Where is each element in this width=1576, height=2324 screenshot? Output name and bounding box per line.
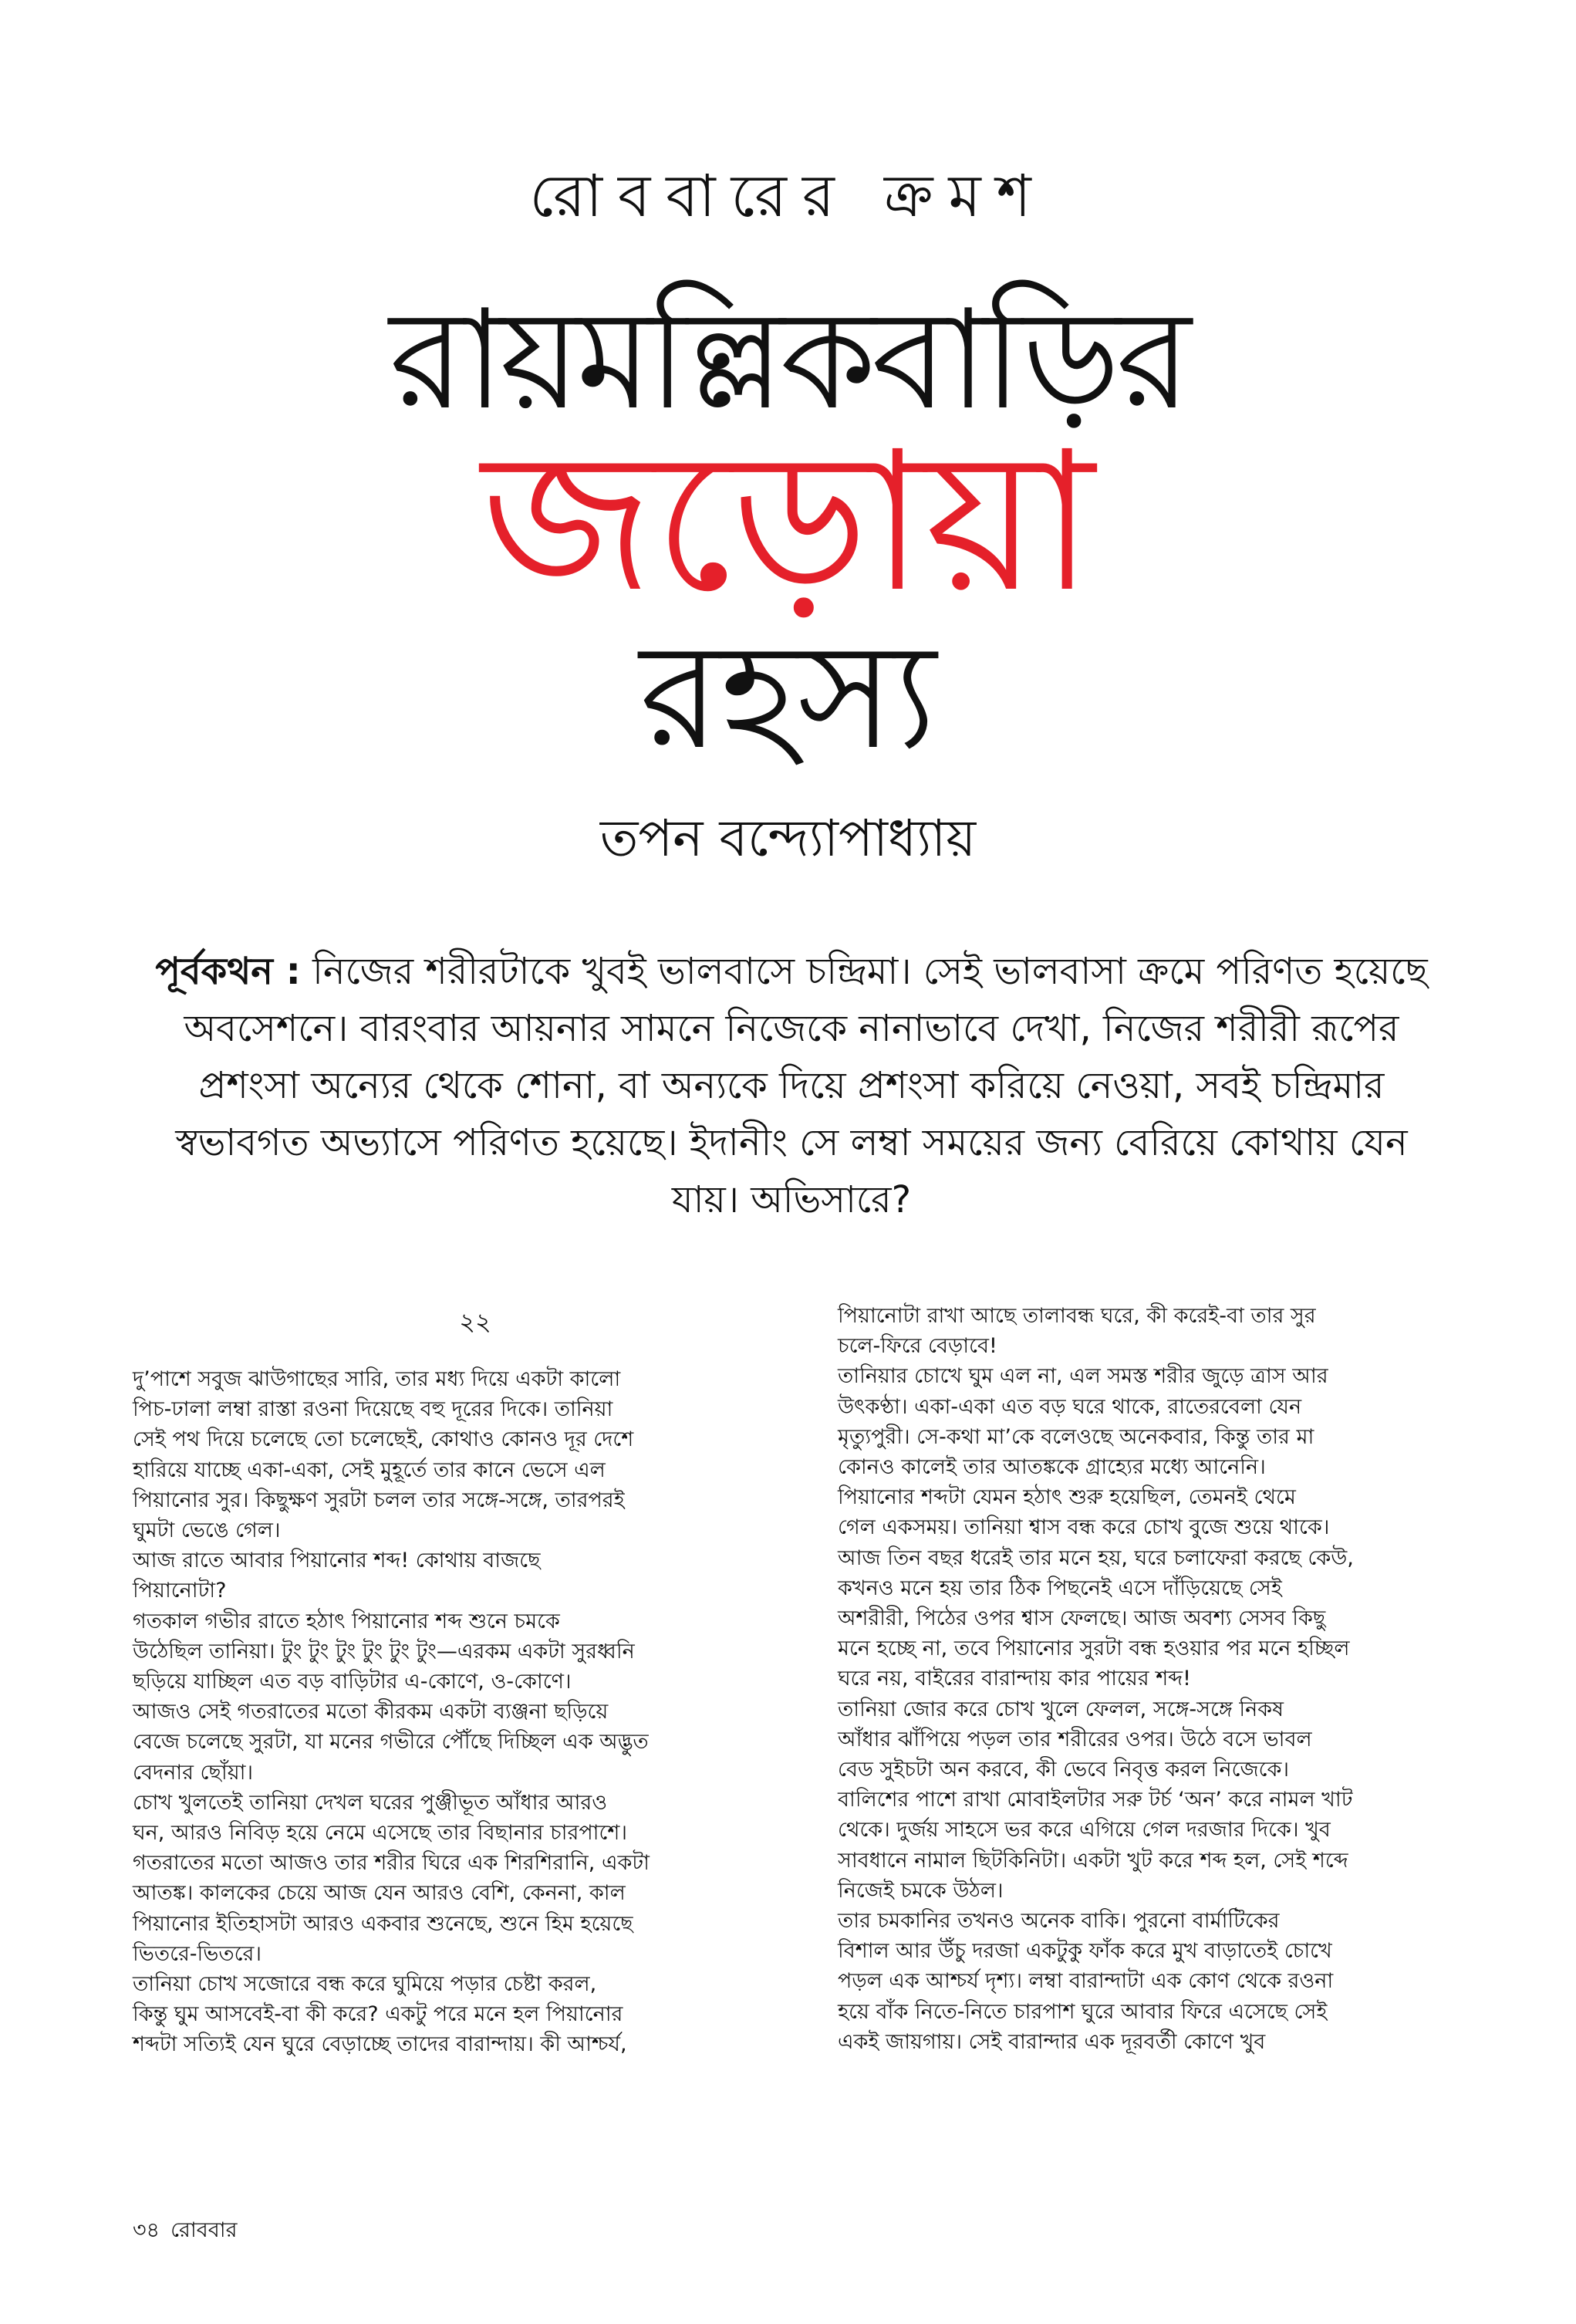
body-text-line: শব্দটা সত্যিই যেন ঘুরে বেড়াচ্ছে তাদের বারান্দায়। কী আশ্চর্য, <box>133 2032 627 2057</box>
title-line-1: রায়মল্লিকবাড়ির <box>389 280 1187 440</box>
body-text-line: বেড সুইচটা অন করবে, কী ভেবে নিবৃত্ত করল নিজেকে। <box>838 1758 1290 1782</box>
body-text-line: সেই পথ দিয়ে চলেছে তো চলেছেই, কোথাও কোনও দূর দেশে <box>133 1427 634 1452</box>
story-column-left <box>133 1364 818 2060</box>
body-text-line: বালিশের পাশে রাখা মোবাইলটার সরু টর্চ ‘অন’ করে নামল খাট <box>838 1788 1353 1812</box>
body-text-line: অশরীরী, পিঠের ওপর শ্বাস ফেলছে। আজ অবশ্য সেসব কিছু <box>838 1606 1326 1631</box>
body-text-line: একই জায়গায়। সেই বারান্দার এক দূরবর্তী কোণে খুব <box>838 2029 1266 2054</box>
body-text-line: বিশাল আর উঁচু দরজা একটুকু ফাঁক করে মুখ বাড়াতেই চোখে <box>838 1939 1332 1964</box>
page-folio <box>133 2214 248 2249</box>
body-text-line: গতকাল গভীর রাতে হঠাৎ পিয়ানোর শব্দ শুনে চমকে <box>133 1609 560 1633</box>
body-text-line: হারিয়ে যাচ্ছে একা-একা, সেই মুহূর্তে তার কানে ভেসে এল <box>133 1458 606 1482</box>
body-text-line: মনে হচ্ছে না, তবে পিয়ানোর সুরটা বন্ধ হওয়ার পর মনে হচ্ছিল <box>838 1637 1350 1661</box>
synopsis-label: পূর্বকথন : <box>155 950 301 993</box>
body-text-line: গেল একসময়। তানিয়া শ্বাস বন্ধ করে চোখ বুজে শুয়ে থাকে। <box>838 1515 1330 1540</box>
body-text-line: বেজে চলেছে সুরটা, যা মনের গভীরে পৌঁছে দিচ্ছিল এক অদ্ভুত <box>133 1730 649 1755</box>
body-text-line: আঁধার ঝাঁপিয়ে পড়ল তার শরীরের ওপর। উঠে বসে ভাবল <box>838 1727 1312 1751</box>
body-text-line: থেকে। দুর্জয় সাহসে ভর করে এগিয়ে গেল দরজার দিকে। খুব <box>838 1818 1331 1843</box>
synopsis <box>151 943 1432 1228</box>
body-text-line: পিয়ানোটা রাখা আছে তালাবন্ধ ঘরে, কী করেই-বা তার সুর <box>838 1304 1316 1328</box>
body-text-line: উঠেছিল তানিয়া। টুং টুং টুং টুং টুং টুং—এরকম একটা সুরধ্বনি <box>133 1639 635 1664</box>
body-text-line: ছড়িয়ে যাচ্ছিল এত বড় বাড়িটার এ-কোণে, ও-কোণে। <box>133 1670 572 1694</box>
author-name: তপন বন্দ্যোপাধ্যায় <box>599 809 977 868</box>
body-text-line: চলে-ফিরে বেড়াবে! <box>838 1334 997 1359</box>
body-text-line: কিন্তু ঘুম আসবেই-বা কী করে? একটু পরে মনে হল পিয়ানোর <box>133 2002 623 2027</box>
synopsis-text: নিজের শরীরটাকে খুবই ভালবাসে চন্দ্রিমা। সেই ভালবাসা ক্রমে পরিণত হয়েছে অবসেশনে। বারংবার আয়নার সামনে নিজেকে নানাভাবে দেখা, নিজের শরীরী রূপের প্রশংসা অন্যের থেকে শোনা, বা অন্যকে দিয়ে প্রশংসা করিয়ে নেওয়া, সবই চন্দ্রিমার স্বভাবগত অভ্যাসে পরিণত হয়েছে। ইদানীং সে লম্বা সময়ের জন্য বেরিয়ে কোথায় যেন যায়। অভিসারে? <box>175 950 1428 1221</box>
body-text-line: তানিয়া জোর করে চোখ খুলে ফেলল, সঙ্গে-সঙ্গে নিকষ <box>838 1697 1284 1721</box>
body-text-line: আতঙ্ক। কালকের চেয়ে আজ যেন আরও বেশি, কেননা, কাল <box>133 1881 626 1906</box>
body-text-line: আজ রাতে আবার পিয়ানোর শব্দ! কোথায় বাজছে <box>133 1549 541 1573</box>
series-label: রোববারের ক্রমশ <box>529 161 1047 230</box>
body-text-line: দু’পাশে সবুজ ঝাউগাছের সারি, তার মধ্য দিয়ে একটা কালো <box>133 1367 621 1391</box>
body-text-line: হয়ে বাঁক নিতে-নিতে চারপাশ ঘুরে আবার ফিরে এসেছে সেই <box>838 1999 1328 2024</box>
body-text-line: আজ তিন বছর ধরেই তার মনে হয়, ঘরে চলাফেরা করছে কেউ, <box>838 1545 1354 1570</box>
title-line-3: রহস্য <box>640 611 936 782</box>
page-number: ৩৪ <box>133 2218 160 2242</box>
body-text-line: ঘন, আরও নিবিড় হয়ে নেমে এসেছে তার বিছানার চারপাশে। <box>133 1821 627 1846</box>
body-text-line: পিয়ানোর সুর। কিছুক্ষণ সুরটা চলল তার সঙ্গে-সঙ্গে, তারপরই <box>133 1488 625 1512</box>
body-text-line: বেদনার ছোঁয়া। <box>133 1760 254 1785</box>
body-text-line: উৎকণ্ঠা। একা-একা এত বড় ঘরে থাকে, রাতেরবেলা যেন <box>838 1394 1302 1419</box>
body-text-line: পিয়ানোটা? <box>133 1579 227 1603</box>
body-text-line: পিয়ানোর ইতিহাসটা আরও একবার শুনেছে, শুনে হিম হয়েছে <box>133 1911 633 1936</box>
body-text-line: তানিয়া চোখ সজোরে বন্ধ করে ঘুমিয়ে পড়ার চেষ্টা করল, <box>133 1972 597 1997</box>
body-text-line: পিচ-ঢালা লম্বা রাস্তা রওনা দিয়েছে বহু দূরের দিকে। তানিয়া <box>133 1397 613 1422</box>
body-text-line: পিয়ানোর শব্দটা যেমন হঠাৎ শুরু হয়েছিল, তেমনই থেমে <box>838 1485 1296 1510</box>
body-text-line: তার চমকানির তখনও অনেক বাকি। পুরনো বার্মাটিকের <box>838 1909 1280 1934</box>
body-text-line: ঘরে নয়, বাইরের বারান্দায় কার পায়ের শব্দ! <box>838 1667 1191 1691</box>
body-text-line: তানিয়ার চোখে ঘুম এল না, এল সমস্ত শরীর জুড়ে ত্রাস আর <box>838 1364 1328 1389</box>
chapter-number: ২২ <box>459 1307 491 1336</box>
body-text-line: পড়ল এক আশ্চর্য দৃশ্য। লম্বা বারান্দাটা এক কোণ থেকে রওনা <box>838 1969 1334 1994</box>
story-column-right <box>838 1301 1523 2057</box>
body-text-line: নিজেই চমকে উঠল। <box>838 1878 1004 1903</box>
body-text-line: সাবধানে নামাল ছিটকিনিটা। একটা খুট করে শব্দ হল, সেই শব্দে <box>838 1848 1348 1873</box>
publication-name: রোববার <box>170 2218 238 2242</box>
body-text-line: কোনও কালেই তার আতঙ্ককে গ্রাহ্যের মধ্যে আনেনি। <box>838 1455 1266 1480</box>
body-text-line: ঘুমটা ভেঙে গেল। <box>133 1518 281 1543</box>
body-text-line: চোখ খুলতেই তানিয়া দেখল ঘরের পুঞ্জীভূত আঁধার আরও <box>133 1790 608 1815</box>
body-text-line: গতরাতের মতো আজও তার শরীর ঘিরে এক শিরশিরানি, একটা <box>133 1851 650 1876</box>
title-line-2: জড়োয়া <box>481 410 1095 634</box>
body-text-line: কখনও মনে হয় তার ঠিক পিছনেই এসে দাঁড়িয়েছে সেই <box>838 1576 1282 1600</box>
body-text-line: মৃত্যুপুরী। সে-কথা মা’কে বলেওছে অনেকবার, কিন্তু তার মা <box>838 1424 1314 1449</box>
body-text-line: আজও সেই গতরাতের মতো কীরকম একটা ব্যঞ্জনা ছড়িয়ে <box>133 1700 609 1724</box>
body-text-line: ভিতরে-ভিতরে। <box>133 1941 262 1966</box>
